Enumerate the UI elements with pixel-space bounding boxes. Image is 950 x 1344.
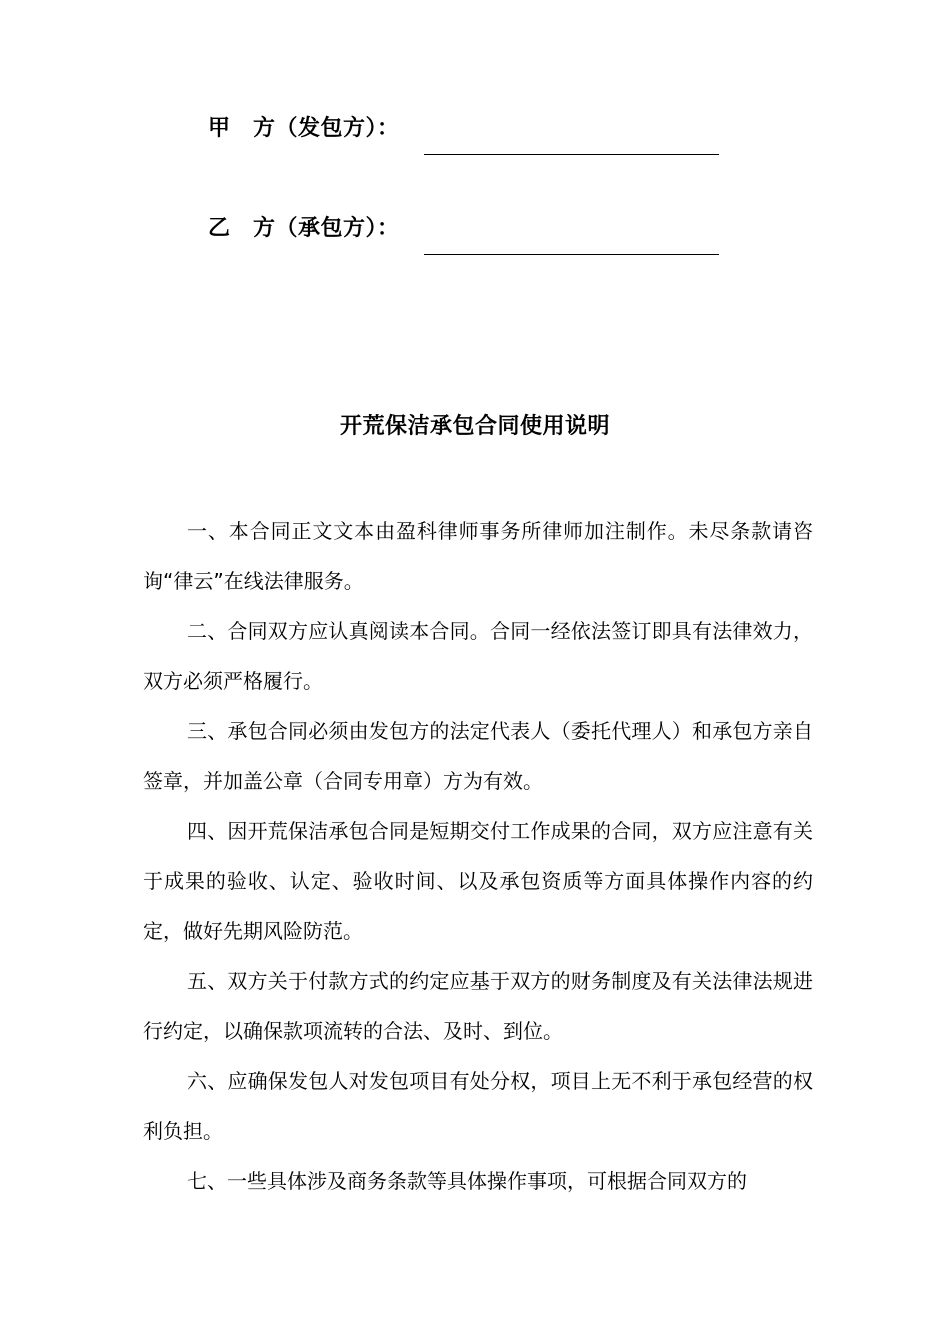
party-a-signature-line[interactable] [424,154,719,155]
party-a-row [208,114,400,154]
paragraph-1: 一、本合同正文文本由盈科律师事务所律师加注制作。未尽条款请咨询“律云”在线法律服务。 [143,519,813,593]
paragraph-6: 六、应确保发包人对发包项目有处分权，项目上无不利于承包经营的权利负担。 [143,1069,813,1143]
paragraph-3: 三、承包合同必须由发包方的法定代表人（委托代理人）和承包方亲自签章，并加盖公章（合同专用章）方为有效。 [143,719,813,793]
party-b-signature-line[interactable] [424,254,719,255]
paragraph-4: 四、因开荒保洁承包合同是短期交付工作成果的合同，双方应注意有关于成果的验收、认定、验收时间、以及承包资质等方面具体操作内容的约定，做好先期风险防范。 [143,819,813,943]
paragraph-2: 二、合同双方应认真阅读本合同。合同一经依法签订即具有法律效力，双方必须严格履行。 [143,619,813,693]
party-b-label: 乙 方（承包方）： [208,216,400,241]
party-b-row [208,214,400,254]
instructions-body [143,506,813,1206]
paragraph-5: 五、双方关于付款方式的约定应基于双方的财务制度及有关法律法规进行约定，以确保款项流转的合法、及时、到位。 [143,969,813,1043]
paragraph-7: 七、一些具体涉及商务条款等具体操作事项，可根据合同双方的 [187,1169,747,1193]
party-a-label: 甲 方（发包方）： [208,116,400,141]
document-title: 开荒保洁承包合同使用说明 [339,414,610,439]
